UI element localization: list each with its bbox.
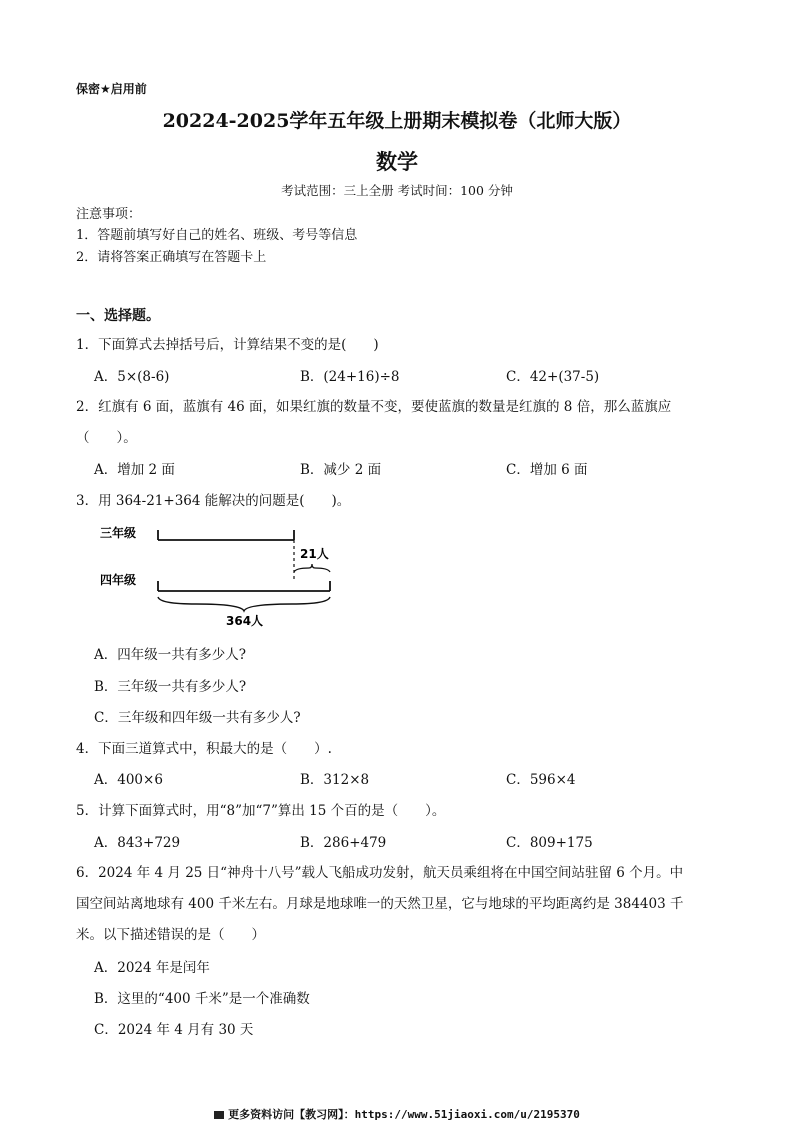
option-a: A．增加 2 面: [94, 462, 175, 478]
note-item: 2．请将答案正确填写在答题卡上: [76, 250, 267, 265]
option-c: C．三年级和四年级一共有多少人?: [94, 710, 301, 726]
footer: [0, 1106, 794, 1122]
footer-link[interactable]: 更多资料访问【教习网】：https://www.51jiaoxi.com/u/2195370: [228, 1108, 580, 1121]
option-b: B．312×8: [300, 772, 370, 788]
question-stem-cont: 国空间站离地球有 400 千米左右。月球是地球唯一的天然卫星，它与地球的平均距离约是 384403 千: [76, 896, 684, 912]
note-item: 1．答题前填写好自己的姓名、班级、考号等信息: [76, 228, 358, 243]
flag-icon: [214, 1111, 224, 1119]
diff-brace: [294, 564, 330, 572]
total-label: 364人: [226, 614, 264, 628]
section-title: 一、选择题。: [76, 308, 160, 324]
option-b: B．(24+16)÷8: [300, 369, 400, 385]
option-c: C．增加 6 面: [506, 462, 588, 478]
option-c: C．809+175: [506, 835, 593, 851]
subject-title: 数学: [376, 149, 418, 174]
option-c: C．2024 年 4 月有 30 天: [94, 1022, 254, 1038]
exam-title: 20224-2025学年五年级上册期末模拟卷（北师大版）: [162, 110, 632, 132]
option-c: C．596×4: [506, 772, 576, 788]
row1-label: 三年级: [100, 526, 137, 540]
option-c: C．42+(37-5): [506, 369, 600, 385]
option-a: A．2024 年是闰年: [94, 960, 210, 976]
question-stem: 4．下面三道算式中，积最大的是（ ）.: [76, 741, 332, 757]
option-b: B．286+479: [300, 835, 387, 851]
option-a: A．四年级一共有多少人?: [94, 647, 246, 663]
question-stem: 1．下面算式去掉括号后，计算结果不变的是( ): [76, 337, 379, 353]
exam-meta: 考试范围：三上全册 考试时间：100 分钟: [281, 183, 513, 198]
secret-label: 保密★启用前: [76, 82, 147, 96]
question-stem-cont: （ ）。: [76, 430, 137, 446]
question-stem: 2．红旗有 6 面，蓝旗有 46 面，如果红旗的数量不变，要使蓝旗的数量是红旗的 8 倍，那么蓝旗应: [76, 399, 672, 415]
total-brace: [158, 597, 330, 611]
option-b: B．这里的“400 千米”是一个准确数: [94, 991, 310, 1007]
question-stem: 6．2024 年 4 月 25 日“神舟十八号”载人飞船成功发射，航天员乘组将在中国空间站驻留 6 个月。中: [76, 865, 684, 881]
option-b: B．三年级一共有多少人?: [94, 679, 247, 695]
option-a: A．843+729: [94, 835, 181, 851]
row2-label: 四年级: [100, 573, 137, 587]
grade-comparison-diagram: [96, 518, 346, 630]
diff-label: 21人: [300, 547, 329, 561]
option-a: A．400×6: [94, 772, 163, 788]
question-stem-cont: 米。以下描述错误的是（ ）: [76, 927, 265, 943]
option-b: B．减少 2 面: [300, 462, 382, 478]
notes-heading: 注意事项：: [76, 207, 142, 222]
question-stem: 3．用 364-21+364 能解决的问题是( )。: [76, 493, 351, 509]
question-stem: 5．计算下面算式时，用“8”加“7”算出 15 个百的是（ ）。: [76, 803, 446, 819]
option-a: A．5×(8-6): [94, 369, 170, 385]
